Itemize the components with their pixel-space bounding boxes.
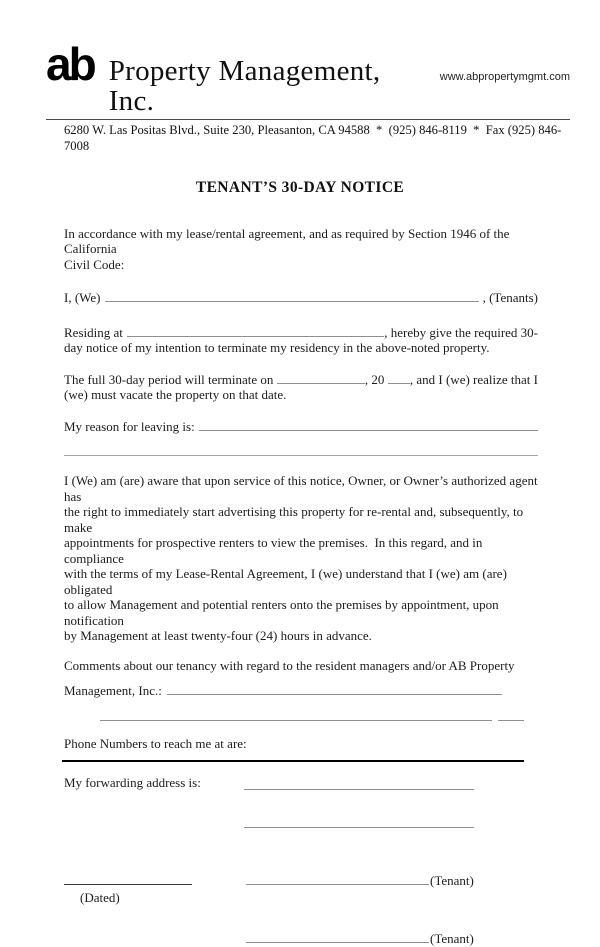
company-name: Property Management, Inc. — [108, 55, 381, 117]
notice-line: with the terms of my Lease-Rental Agreement, I (we) understand that I (we) am (are) obligated — [64, 566, 511, 597]
tenant-name-row — [64, 287, 538, 306]
notice-line: to allow Management and potential renters onto the premises by appointment, upon notification — [64, 597, 502, 628]
notice-line: by Management at least twenty-four (24) hours in advance. — [64, 628, 372, 643]
forwarding-section — [64, 775, 538, 828]
residing-paragraph — [64, 322, 538, 356]
document-title: TENANT’S 30-DAY NOTICE — [195, 179, 405, 196]
notice-line: appointments for prospective renters to view the premises. In this regard, and in compliance — [64, 535, 486, 566]
residing-address-blank — [127, 322, 384, 337]
tenant-name-prefix: I, (We) — [64, 290, 101, 305]
notice-line: I (We) am (are) aware that upon service of this notice, Owner, or Owner’s authorized agent has — [64, 473, 541, 504]
comments-label: Management, Inc.: — [64, 683, 162, 698]
terminate-suffix: , and I (we) realize that I — [409, 371, 538, 387]
phone-label: Phone Numbers to reach me at are: — [64, 735, 247, 751]
residing-suffix: , hereby give the required 30- — [384, 324, 538, 340]
terminate-year-prefix: , 20 — [364, 371, 385, 387]
notice-line: the right to immediately start advertising this property for re-rental and, subsequently, to make — [64, 504, 527, 535]
comments-blank-line2 — [100, 706, 538, 721]
forwarding-blank-line2 — [244, 813, 474, 828]
tenant-label-1: (Tenant) — [430, 873, 474, 888]
signature-row-2 — [246, 928, 538, 947]
reason-blank-line1 — [199, 416, 538, 431]
comments-blank-segment — [498, 706, 524, 721]
signature-section — [64, 870, 538, 947]
company-website: www.abpropertymgmt.com — [439, 71, 570, 83]
comments-blank-segment — [100, 706, 492, 721]
document-page — [0, 38, 600, 946]
comments-line1: Comments about our tenancy with regard to the resident managers and/or AB Property — [64, 657, 515, 673]
intro-line: Civil Code: — [64, 256, 125, 272]
tenant-name-blank — [105, 287, 480, 302]
section-divider — [62, 760, 524, 762]
tenants-suffix: , (Tenants) — [479, 290, 538, 305]
intro-paragraph — [64, 226, 538, 273]
company-logo: ab — [46, 38, 94, 90]
company-address: 6280 W. Las Positas Blvd., Suite 230, Pleasanton, CA 94588 * (925) 846-8119 * Fax (925) 846-7008 — [64, 123, 562, 153]
document-body — [0, 226, 600, 947]
forwarding-blank-line1 — [244, 775, 474, 790]
reason-section — [64, 416, 538, 457]
terminate-date-blank — [277, 369, 365, 384]
signature-row-1 — [64, 870, 538, 889]
tenant-label-2: (Tenant) — [430, 931, 474, 946]
comments-blank-line1 — [167, 680, 502, 695]
residing-continuation: day notice of my intention to terminate my residency in the above-noted property. — [64, 340, 490, 355]
comments-section — [64, 658, 538, 721]
dated-blank-line — [64, 870, 192, 885]
letterhead — [46, 38, 570, 120]
forwarding-label: My forwarding address is: — [64, 775, 201, 790]
terminate-prefix: The full 30-day period will terminate on — [64, 371, 274, 387]
tenant-signature-line-2 — [246, 928, 429, 943]
terminate-paragraph — [64, 369, 538, 403]
residing-prefix: Residing at — [64, 324, 123, 340]
reason-label: My reason for leaving is: — [64, 418, 195, 434]
notice-paragraph — [64, 473, 541, 644]
forwarding-blanks — [244, 775, 474, 828]
terminate-continuation: (we) must vacate the property on that date. — [64, 387, 287, 402]
intro-line: In accordance with my lease/rental agreement, and as required by Section 1946 of the California — [64, 225, 513, 256]
tenant-signature-line-1 — [246, 870, 429, 885]
terminate-year-blank — [388, 369, 409, 384]
dated-label: (Dated) — [80, 889, 120, 905]
reason-blank-line2 — [64, 454, 538, 456]
